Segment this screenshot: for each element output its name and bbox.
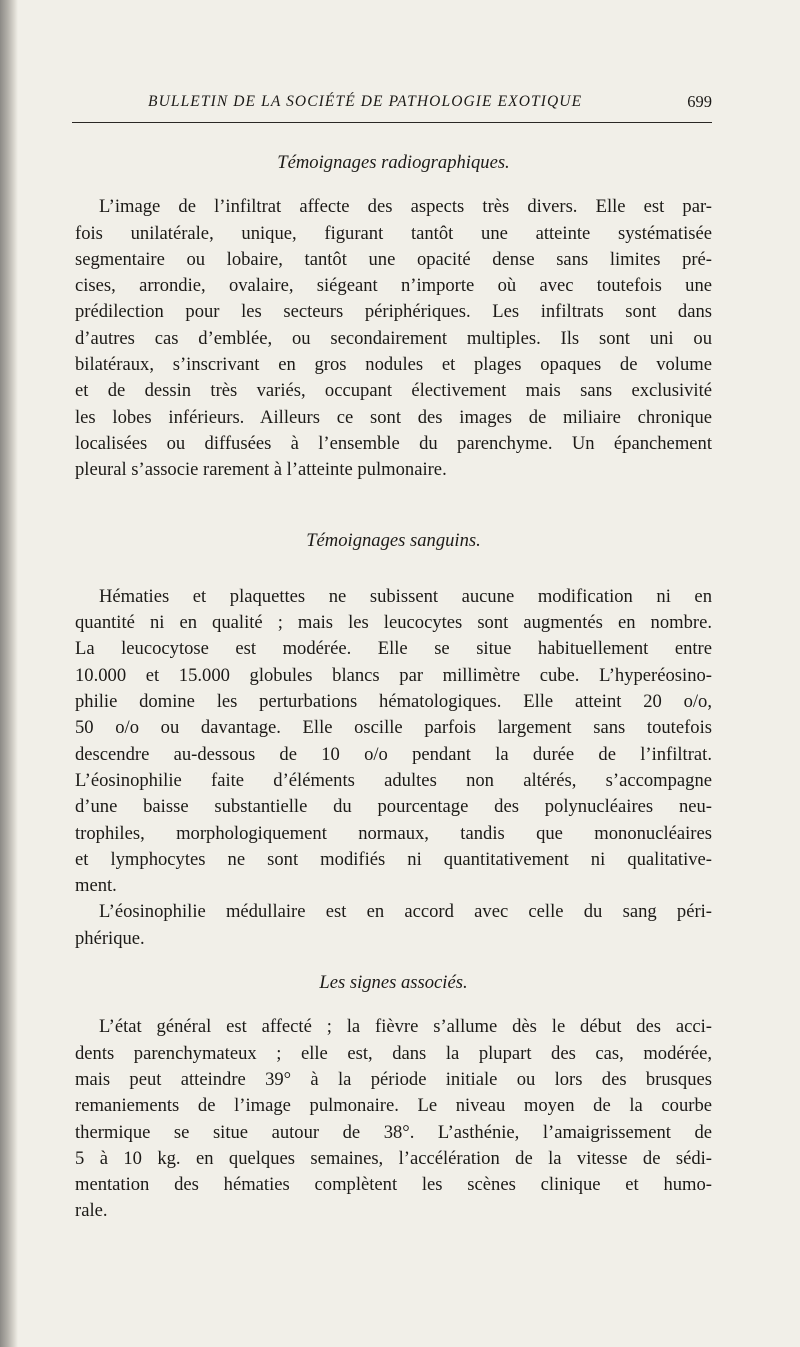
text-line: mentation des hématies complètent les scènes clinique et humo- [75,1174,712,1196]
text-line: ment. [75,875,117,897]
text-line: quantité ni en qualité ; mais les leucocytes sont augmentés en nombre. [75,612,712,634]
text-line: 10.000 et 15.000 globules blancs par millimètre cube. L’hyperéosino- [75,664,712,686]
text-line: et de dessin très variés, occupant électivement mais sans exclusivité [75,380,712,402]
book-spine-shadow [0,0,18,1347]
text-line: pleural s’associe rarement à l’atteinte pulmonaire. [75,459,447,481]
text-line: 5 à 10 kg. en quelques semaines, l’accélération de la vitesse de sédi- [75,1147,712,1169]
running-title: BULLETIN DE LA SOCIÉTÉ DE PATHOLOGIE EXOTIQUE [148,93,583,110]
text-line: bilatéraux, s’inscrivant en gros nodules et plages opaques de volume [75,354,712,376]
text-line: L’image de l’infiltrat affecte des aspects très divers. Elle est par- [99,196,712,218]
text-line: rale. [75,1200,108,1222]
text-line: remaniements de l’image pulmonaire. Le niveau moyen de la courbe [75,1095,712,1117]
section-heading: Témoignages sanguins. [306,529,481,551]
paragraph [75,1014,712,1224]
text-line: cises, arrondie, ovalaire, siégeant n’importe où avec toutefois une [75,275,712,297]
text-line: et lymphocytes ne sont modifiés ni quantitativement ni qualitative- [75,848,712,870]
text-line: phérique. [75,927,145,949]
text-line: L’état général est affecté ; la fièvre s’allume dès le début des acci- [99,1016,712,1038]
page-number: 699 [687,92,712,111]
paragraph [75,194,712,483]
text-line: Hématies et plaquettes ne subissent aucune modification ni en [99,585,712,607]
text-line: trophiles, morphologiquement normaux, tandis que mononucléaires [75,822,712,844]
paragraph [75,584,712,900]
text-line: thermique se situe autour de 38°. L’asthénie, l’amaigrissement de [75,1121,712,1143]
text-line: dents parenchymateux ; elle est, dans la plupart des cas, modérée, [75,1042,712,1064]
text-line: prédilection pour les secteurs périphériques. Les infiltrats sont dans [75,301,712,323]
text-line: 50 o/o ou davantage. Elle oscille parfois largement sans toutefois [75,717,712,739]
text-line: d’une baisse substantielle du pourcentage des polynucléaires neu- [75,796,712,818]
text-line: mais peut atteindre 39° à la période initiale ou lors des brusques [75,1068,712,1090]
body-text [75,150,712,1225]
page-header [72,88,712,123]
paragraph [75,899,712,952]
text-line: les lobes inférieurs. Ailleurs ce sont des images de miliaire chronique [75,406,712,428]
text-line: L’éosinophilie médullaire est en accord avec celle du sang péri- [99,901,712,923]
text-line: La leucocytose est modérée. Elle se situe habituellement entre [75,638,712,660]
text-line: localisées ou diffusées à l’ensemble du parenchyme. Un épanchement [75,432,712,454]
text-line: segmentaire ou lobaire, tantôt une opacité dense sans limites pré- [75,248,712,270]
section-heading: Témoignages radiographiques. [277,152,510,173]
section-heading: Les signes associés. [319,972,468,994]
text-line: L’éosinophilie faite d’éléments adultes non altérés, s’accompagne [75,769,712,791]
text-line: d’autres cas d’emblée, ou secondairement multiples. Ils sont uni ou [75,327,712,349]
text-line: descendre au-dessous de 10 o/o pendant la durée de l’infiltrat. [75,743,712,765]
text-line: philie domine les perturbations hématologiques. Elle atteint 20 o/o, [75,691,712,713]
text-line: fois unilatérale, unique, figurant tantôt une atteinte systématisée [75,222,712,244]
